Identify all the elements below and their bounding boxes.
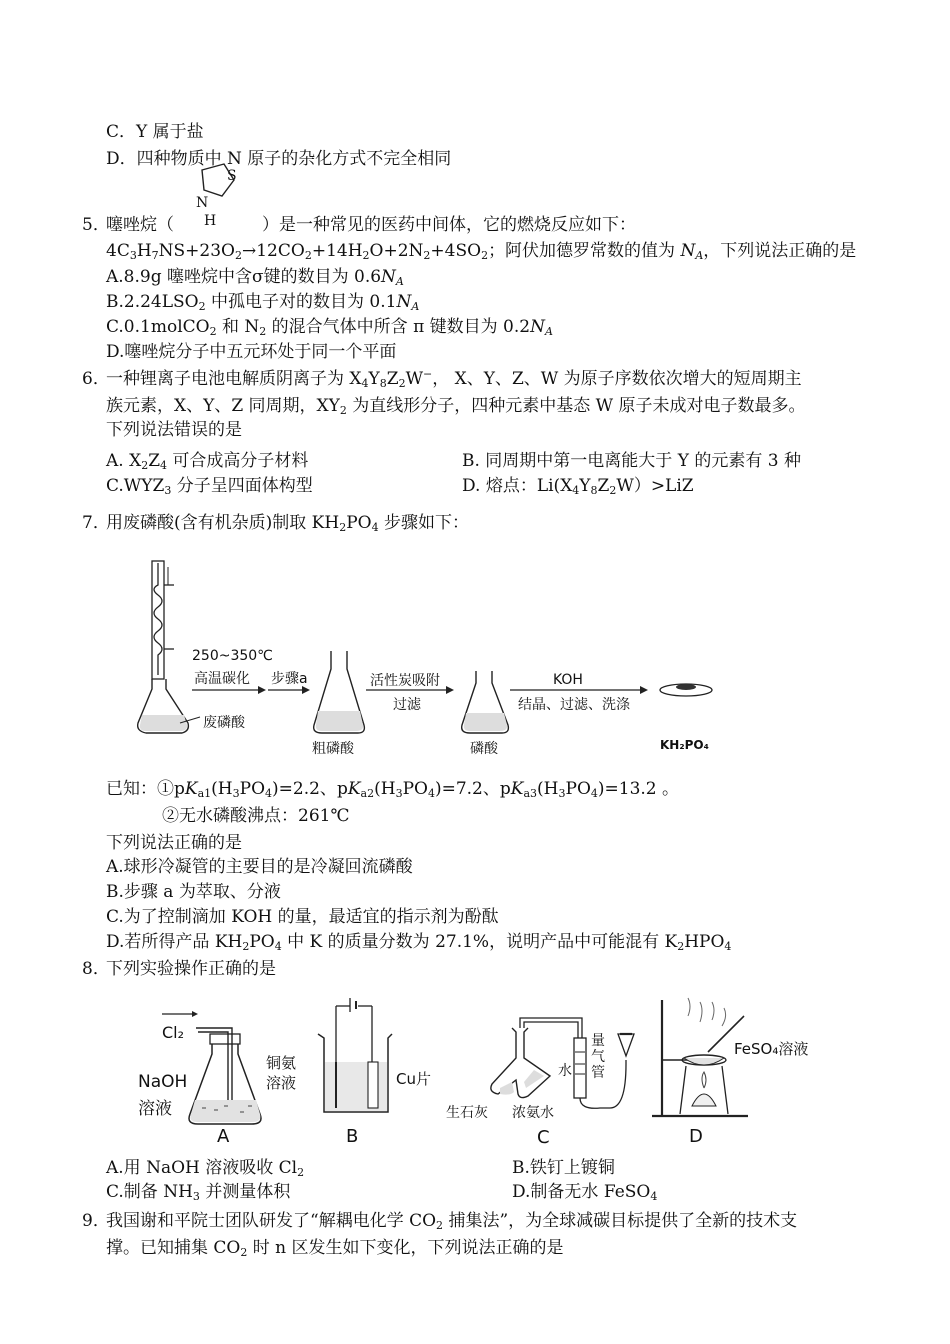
q6-option-a: A. $X_2Z_4$ 可合成高分子材料 <box>106 451 309 472</box>
q8-a-letter: A <box>217 1126 230 1147</box>
q7-ask: 下列说法正确的是 <box>106 833 242 853</box>
struct-h-label: H <box>204 213 217 229</box>
q8-stem: 下列实验操作正确的是 <box>106 959 276 979</box>
q8-a-gas: Cl₂ <box>162 1023 185 1042</box>
q6-option-d: D. 熔点：$Li(X_4Y_8Z_2W)>LiZ$ <box>462 476 694 497</box>
q8-option-d: D.制备无水 FeSO$_4$ <box>512 1182 658 1203</box>
q8-c-tube3: 管 <box>591 1065 605 1081</box>
q9-line1: 我国谢和平院士团队研发了“解耦电化学 $CO_2$ 捕集法”，为全球减碳目标提供了全新的技术支 <box>106 1211 798 1232</box>
struct-n-label: N <box>196 195 209 211</box>
q5-option-b: $B.2.24LSO_2$ 中孤电子对的数目为 $0.1N_A$ <box>106 292 420 313</box>
q8-figure-b <box>312 992 412 1124</box>
q7-option-d: D.若所得产品 $KH_2PO_4$ 中 K 的质量分数为 27.1%，说明产品中可能混有 $K_2HPO_4$ <box>106 932 732 953</box>
q8-c-letter: C <box>537 1127 550 1148</box>
q8-d-letter: D <box>689 1126 703 1147</box>
q8-c-tube1: 量 <box>591 1033 605 1049</box>
q8-b-piece: Cu片 <box>396 1070 431 1088</box>
q7-cond1-top: 250~350℃ <box>192 648 273 664</box>
q5-reaction: $4C_3H_7NS+23O_2\to 12CO_2+14H_2O+2N_2+4SO_2$；阿伏加德罗常数的值为 $N_A$，下列说法正确的是 <box>106 241 857 262</box>
q8-figure-d <box>648 996 758 1122</box>
q7-cond1-bottom: 高温碳化 <box>194 671 250 687</box>
q7-cond4-top: KOH <box>553 672 583 688</box>
q7-label-crude: 粗磷酸 <box>312 741 354 757</box>
q7-known2: ②无水磷酸沸点：261℃ <box>162 806 350 826</box>
q8-b-letter: B <box>346 1126 359 1147</box>
q7-label-pure: 磷酸 <box>470 741 498 757</box>
q4-option-c: C．Y 属于盐 <box>106 122 204 142</box>
q6-line3: 下列说法错误的是 <box>106 420 242 440</box>
q8-a-liq2: 溶液 <box>138 1099 172 1119</box>
q7-cond4-bottom: 结晶、过滤、洗涤 <box>518 697 630 713</box>
q7-option-c: C.为了控制滴加 KOH 的量，最适宜的指示剂为酚酞 <box>106 907 499 927</box>
q8-option-c: C.制备 $NH_3$ 并测量体积 <box>106 1182 291 1203</box>
q5-number: 5． <box>82 215 110 235</box>
q7-number: 7． <box>82 513 110 533</box>
q7-known1: 已知：$①pK_{a1}(H_3PO_4)=2.2$、$pK_{a2}(H_3PO_4)=7.2$、$pK_{a3}(H_3PO_4)=13.2$ 。 <box>106 779 680 800</box>
q8-option-a: A.用 NaOH 溶液吸收 $Cl_2$ <box>106 1158 305 1179</box>
q9-line2: 撑。已知捕集 $CO_2$ 时 n 区发生如下变化，下列说法正确的是 <box>106 1238 564 1259</box>
q5-name: 噻唑烷（ <box>106 215 174 235</box>
struct-s-label: S <box>227 168 237 184</box>
q7-stem: 用废磷酸(含有机杂质)制取 $KH_2PO_4$ 步骤如下： <box>106 513 469 534</box>
q6-line1: 一种锂离子电池电解质阴离子为 $X_4Y_8Z_2W^-$， X、Y、Z、W 为原子序数依次增大的短周期主 <box>106 367 802 390</box>
q8-number: 8． <box>82 959 110 979</box>
q5-option-c: C.0.1molCO$_2$ 和 $N_2$ 的混合气体中所含 π 键数目为 $0.2N_A$ <box>106 317 553 338</box>
q8-b-sol1: 铜氨 <box>266 1054 297 1072</box>
q7-option-b: B.步骤 a 为萃取、分液 <box>106 882 281 902</box>
q7-step-a: 步骤a <box>271 671 308 687</box>
q8-option-b: B.铁钉上镀铜 <box>512 1158 615 1178</box>
q6-number: 6． <box>82 369 110 389</box>
q8-c-tube2: 气 <box>591 1049 605 1065</box>
q7-label-product: KH₂PO₄ <box>660 738 709 752</box>
q7-cond3-top: 活性炭吸附 <box>370 673 440 689</box>
q5-option-a: A.8.9g 噻唑烷中含σ键的数目为 $0.6N_A$ <box>106 267 404 288</box>
q8-c-lime: 生石灰 <box>446 1105 488 1121</box>
q7-label-waste: 废磷酸 <box>203 715 245 731</box>
q8-b-sol2: 溶液 <box>266 1074 297 1092</box>
q5-option-d: D.噻唑烷分子中五元环处于同一个平面 <box>106 342 397 362</box>
q8-c-water: 水 <box>558 1063 572 1079</box>
q6-line2: 族元素，X、Y、Z 同周期，$XY_2$ 为直线形分子，四种元素中基态 W 原子未成对电子数最多。 <box>106 396 806 417</box>
q4-option-d: D．四种物质中 N 原子的杂化方式不完全相同 <box>106 149 452 169</box>
q5-name-after: ）是一种常见的医药中间体，它的燃烧反应如下： <box>262 215 636 235</box>
q8-c-ammonia: 浓氨水 <box>512 1105 554 1121</box>
q9-number: 9． <box>82 1211 110 1231</box>
q6-option-b: B. 同周期中第一电离能大于 Y 的元素有 3 种 <box>462 451 801 471</box>
q8-d-sol: FeSO₄溶液 <box>734 1040 809 1058</box>
q8-a-liq1: NaOH <box>138 1072 188 1092</box>
q7-option-a: A.球形冷凝管的主要目的是冷凝回流磷酸 <box>106 857 413 877</box>
q6-option-c: $C.WYZ_3$ 分子呈四面体构型 <box>106 476 313 497</box>
q7-cond3-bottom: 过滤 <box>393 697 421 713</box>
